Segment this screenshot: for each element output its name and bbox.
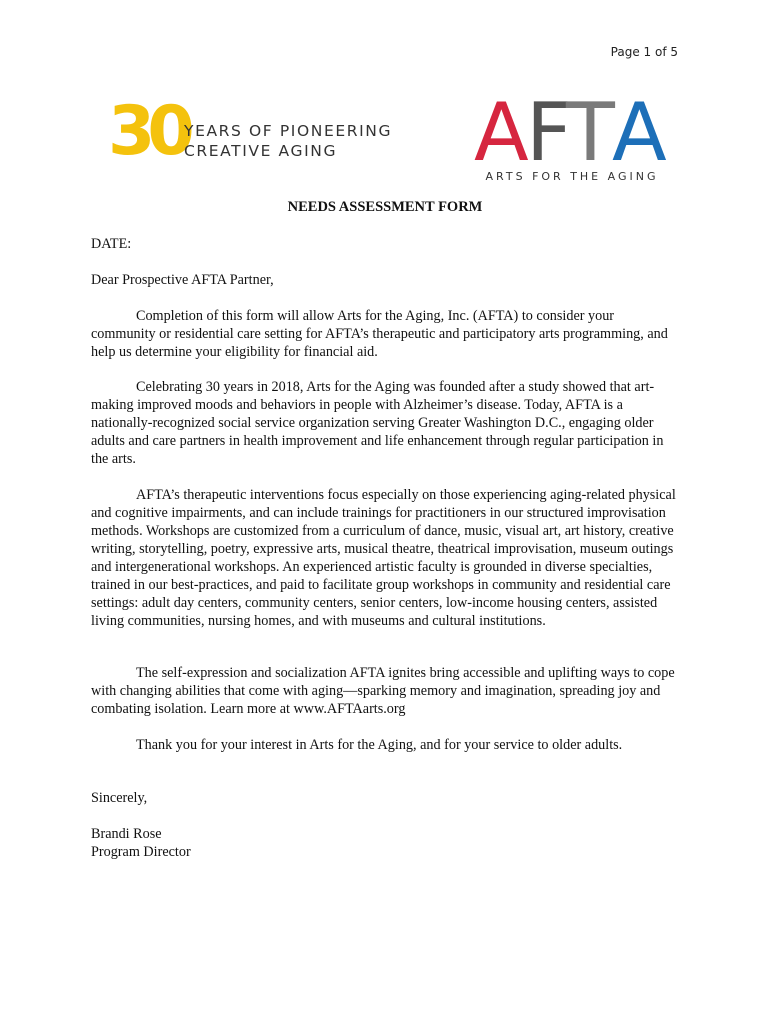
thirty-years-line1: YEARS OF PIONEERING bbox=[184, 122, 393, 140]
date-label: DATE: bbox=[91, 236, 132, 252]
closing: Sincerely, bbox=[91, 790, 148, 806]
afta-letter-a2: A bbox=[612, 92, 667, 166]
afta-letter-a1: A bbox=[474, 92, 529, 166]
paragraph-intro: Completion of this form will allow Arts for the Aging, Inc. (AFTA) to consider your community or residential care setting for AFTA’s therapeutic and participatory arts programming, and help us determine your eligibility for financial aid. bbox=[91, 308, 668, 360]
afta-letter-t: T bbox=[566, 92, 615, 166]
afta-letters bbox=[474, 92, 670, 166]
document-title: NEEDS ASSESSMENT FORM bbox=[287, 199, 483, 215]
afta-subtitle: ARTS FOR THE AGING bbox=[485, 170, 659, 183]
afta-logo bbox=[474, 92, 674, 188]
greeting: Dear Prospective AFTA Partner, bbox=[91, 272, 274, 288]
thirty-years-number: 30 bbox=[108, 92, 187, 171]
page-number: Page 1 of 5 bbox=[610, 45, 678, 59]
paragraph-benefits: The self-expression and socialization AFTA ignites bring accessible and uplifting ways to cope with changing abilities that come with aging—sparking memory and imagination, spreading joy and combating isolation. Learn more at www.AFTAarts.org bbox=[91, 665, 675, 717]
thirty-years-line2: CREATIVE AGING bbox=[184, 142, 338, 160]
signer-name: Brandi Rose bbox=[91, 826, 162, 842]
afta-letter-f: F bbox=[526, 92, 573, 166]
thirty-years-logo bbox=[108, 92, 408, 172]
signer-title: Program Director bbox=[91, 844, 191, 860]
paragraph-interventions: AFTA’s therapeutic interventions focus especially on those experiencing aging-related physical and cognitive impairments, and can include trainings for practitioners in our structured improvisation methods. Workshops are customized from a curriculum of dance, music, visual art, art history, creative writing, storytelling, poetry, expressive arts, musical theatre, theatrical improvisation, museum outings and intergenerational workshops. An experienced artistic faculty is grounded in diverse specialties, trained in our best-practices, and paid to facilitate group workshops in community and residential care settings: adult day centers, community centers, senior centers, low-income housing centers, assisted living communities, nursing homes, and with museums and cultural institutions. bbox=[91, 487, 676, 629]
paragraph-thanks: Thank you for your interest in Arts for the Aging, and for your service to older adults. bbox=[136, 737, 623, 753]
paragraph-history: Celebrating 30 years in 2018, Arts for the Aging was founded after a study showed that art-making improved moods and behaviors in people with Alzheimer’s disease. Today, AFTA is a nationally-recognized social service organization serving Greater Washington D.C., engaging older adults and care partners in health improvement and life enhancement through regular participation in the arts. bbox=[91, 379, 664, 467]
